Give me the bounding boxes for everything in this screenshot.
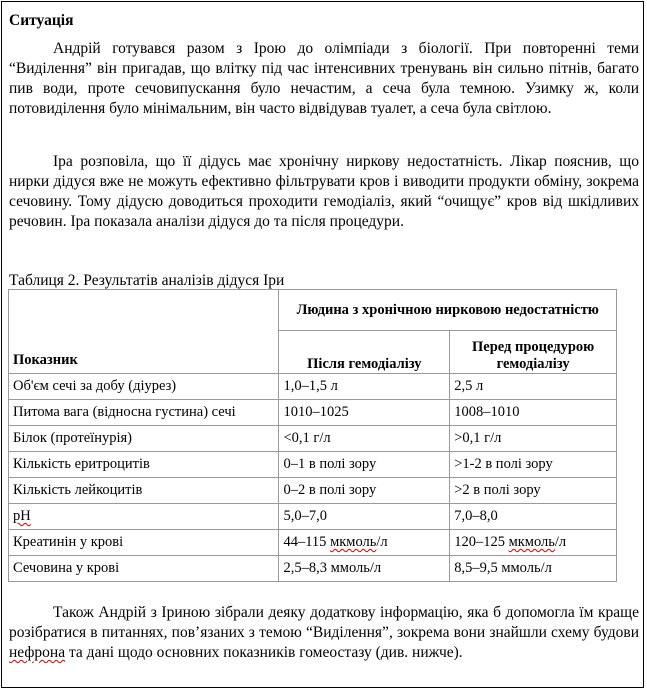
spellcheck-word: нефрона [9,644,66,661]
after-value: 0–2 в полі зору [279,478,450,504]
indicator-name: Кількість еритроцитів [9,452,279,478]
table-row [9,426,617,452]
after-value: 44–115 мкмоль/л [279,530,450,556]
before-value: >0,1 г/л [450,426,617,452]
table-row [9,400,617,426]
before-value: 1008–1010 [450,400,617,426]
after-value: 5,0–7,0 [279,504,450,530]
paragraph-situation-2: Іра розповіла, що її дідусь має хронічну ниркову недостатність. Лікар пояснив, що нирки дідуся вже не можуть ефективно фільтрувати кров і виводити продукти обміну, зокрема сечовину. Тому дідусю доводиться проходити гемодіаліз, який “очищує” кров від шкідливих речовин. Іра показала аналізи дідуся до та після процедури. [9,153,639,230]
table-row [9,504,617,530]
indicator-header: Показник [9,290,279,374]
paragraph-situation-1: Андрій готувався разом з Ірою до олімпіади з біології. При повторенні теми “Виділення” він пригадав, що влітку під час інтенсивних тренувань він сильно пітнів, багато пив води, проте сечовипускання було нечастим, а сеча була темною. Узимку ж, коли потовиділення було мінімальним, він часто відвідував туалет, а сеча була світлою. [9,40,639,117]
spellcheck-word: pH [13,508,31,524]
after-value: 1010–1025 [279,400,450,426]
indicator-name [9,504,279,530]
after-value: 1,0–1,5 л [279,374,450,400]
indicator-name: Креатинін у крові [9,530,279,556]
before-value: 120–125 мкмоль/л [450,530,617,556]
indicator-name: Білок (протеїнурія) [9,426,279,452]
results-table [8,289,617,582]
table-row [9,478,617,504]
before-value: 8,5–9,5 ммоль/л [450,556,617,582]
indicator-name: Об'єм сечі за добу (діурез) [9,374,279,400]
indicator-name: Кількість лейкоцитів [9,478,279,504]
table-row [9,530,617,556]
indicator-name: Сечовина у крові [9,556,279,582]
before-value: >2 в полі зору [450,478,617,504]
after-value: 0–1 в полі зору [279,452,450,478]
before-value: 7,0–8,0 [450,504,617,530]
before-header: Перед процедурою гемодіалізу [450,331,617,374]
after-value: 2,5–8,3 ммоль/л [279,556,450,582]
before-value: 2,5 л [450,374,617,400]
after-value: <0,1 г/л [279,426,450,452]
section-heading: Ситуація [9,12,74,29]
table-row [9,556,617,582]
table-caption: Таблиця 2. Результатів аналізів дідуся Іри [9,272,285,289]
table-row [9,452,617,478]
group-header: Людина з хронічною нирковою недостатністю [279,290,617,331]
spellcheck-word: мкмоль [508,534,555,550]
paragraph-closing: Також Андрій з Іриною зібрали деяку додаткову інформацію, яка б допомогла їм краще розібратися в питаннях, пов’язаних з темою “Виділення”, зокрема вони знайшли схему будови нефрона та дані щодо основних показників гомеостазу (див. нижче). [9,604,639,661]
table-row [9,374,617,400]
after-header: Після гемодіалізу [279,331,450,374]
before-value: >1-2 в полі зору [450,452,617,478]
indicator-name: Питома вага (відносна густина) сечі [9,400,279,426]
spellcheck-word: мкмоль [330,534,377,550]
